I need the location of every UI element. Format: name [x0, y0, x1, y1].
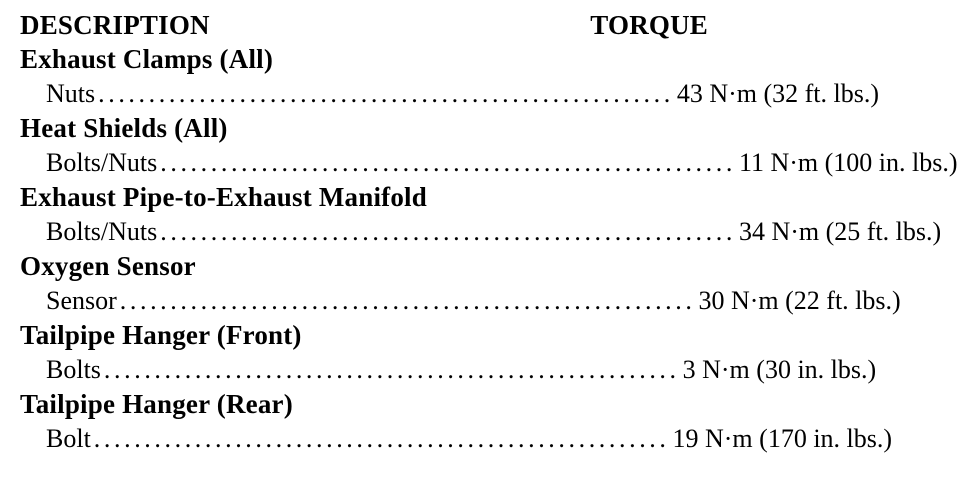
spec-value: 30 N·m (22 ft. lbs.) — [698, 286, 901, 315]
section-title-tailpipe-hanger-rear: Tailpipe Hanger (Rear) — [20, 389, 293, 419]
spec-row-tailpipe-hanger-rear — [46, 421, 893, 456]
spec-value: 19 N·m (170 in. lbs.) — [672, 424, 893, 453]
section-title-heat-shields: Heat Shields (All) — [20, 113, 228, 143]
torque-heading: TORQUE — [590, 10, 708, 40]
spec-row-oxygen-sensor — [46, 283, 901, 318]
torque-spec-table — [20, 8, 958, 456]
spec-item: Bolt — [46, 424, 91, 453]
dot-leader: ......................................................... — [160, 217, 736, 246]
spec-row-exhaust-pipe-manifold — [46, 214, 942, 249]
spec-item: Bolts/Nuts — [46, 148, 158, 177]
dot-leader: ......................................................... — [98, 79, 674, 108]
spec-row-heat-shields — [46, 145, 958, 180]
spec-value: 3 N·m (30 in. lbs.) — [682, 355, 877, 384]
dot-leader: ......................................................... — [93, 424, 670, 453]
description-heading: DESCRIPTION — [20, 10, 210, 40]
spec-item: Sensor — [46, 286, 117, 315]
spec-row-tailpipe-hanger-front — [46, 352, 877, 387]
spec-row-exhaust-clamps — [46, 76, 880, 111]
section-title-tailpipe-hanger-front: Tailpipe Hanger (Front) — [20, 320, 302, 350]
spec-value: 43 N·m (32 ft. lbs.) — [676, 79, 880, 108]
spec-item: Bolts/Nuts — [46, 217, 158, 246]
spec-item: Nuts — [46, 79, 96, 108]
dot-leader: ......................................................... — [119, 286, 696, 315]
dot-leader: ......................................................... — [160, 148, 736, 177]
dot-leader: ......................................................... — [103, 355, 680, 384]
spec-value: 11 N·m (100 in. lbs.) — [738, 148, 958, 177]
section-title-exhaust-pipe-manifold: Exhaust Pipe-to-Exhaust Manifold — [20, 182, 427, 212]
section-title-exhaust-clamps: Exhaust Clamps (All) — [20, 44, 274, 74]
section-title-oxygen-sensor: Oxygen Sensor — [20, 251, 196, 281]
spec-item: Bolts — [46, 355, 101, 384]
table-header — [20, 8, 708, 42]
spec-value: 34 N·m (25 ft. lbs.) — [738, 217, 942, 246]
